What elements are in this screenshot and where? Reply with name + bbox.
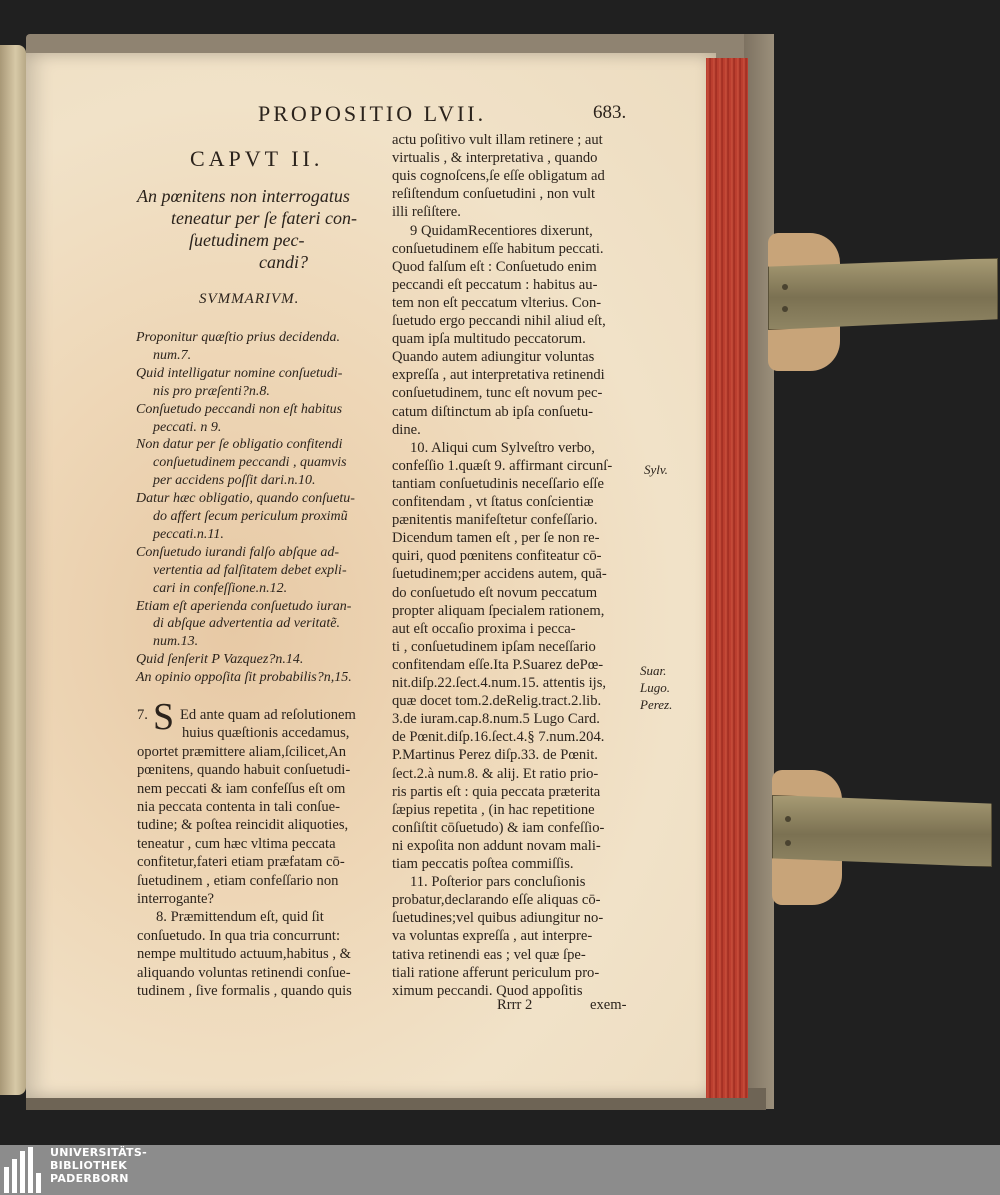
- summary-line: Etiam eſt aperienda conſuetudo iuran-: [136, 598, 352, 614]
- body-line: ris partis eſt : quia peccata præterita: [392, 783, 601, 800]
- summary-heading: SVMMARIVM.: [199, 291, 300, 307]
- summary-line: Non datur per ſe obligatio confitendi: [136, 437, 343, 453]
- margin-note-suar: Suar.: [640, 663, 667, 678]
- left-page-edge: [0, 45, 26, 1095]
- body-line: tiam peccatis poſtea commiſſis.: [392, 856, 574, 872]
- body-line: nia peccata contenta in tali conſue-: [137, 799, 340, 815]
- body-line: peccandi eſt peccatum : habitus au-: [392, 276, 598, 293]
- body-line: tantiam conſuetudinis neceſſario eſſe: [392, 475, 604, 492]
- question-line: An pœnitens non interrogatus: [137, 186, 350, 206]
- page-number: 683.: [593, 102, 627, 123]
- body-line: tiali ratione afferunt periculum pro-: [392, 964, 600, 981]
- body-line: confitendam eſſe.Ita P.Suarez dePœ-: [392, 656, 604, 673]
- summary-line: do affert ſecum periculum proximũ: [153, 509, 348, 524]
- clasp-rivet: [785, 840, 791, 846]
- library-logo-line-2: BIBLIOTHEK: [50, 1159, 128, 1172]
- book-page: [26, 53, 716, 1098]
- paragraph-number: 7.: [137, 707, 148, 723]
- body-line: confitetur,fateri etiam præfatam cō-: [137, 854, 345, 871]
- body-line: pœnitens, quando habuit conſuetudi-: [137, 762, 351, 779]
- summary-line: num.7.: [153, 347, 192, 363]
- summary-line: di abſque advertentia ad veritatẽ.: [153, 616, 341, 632]
- library-logo-icon: [4, 1147, 44, 1193]
- body-line: Quando autem adiungitur voluntas: [392, 349, 595, 366]
- question-line: ſuetudinem pec-: [189, 230, 305, 250]
- body-line: quiri, quod pœnitens confiteatur cō-: [392, 548, 602, 565]
- body-line: tativa retinendi eas ; vel quæ ſpe-: [392, 946, 586, 963]
- chapter-heading: CAPVT II.: [190, 146, 324, 171]
- body-line: nit.diſp.22.ſect.4.num.15. attentis ijs,: [392, 675, 607, 691]
- margin-note-lugo: Lugo.: [640, 680, 670, 695]
- summary-line: Conſuetudo iurandi falſo abſque ad-: [136, 544, 339, 560]
- body-line: 3.de iuram.cap.8.num.5 Lugo Card.: [392, 711, 600, 728]
- summary-line: num.13.: [153, 634, 199, 650]
- clasp-metal-top: [768, 258, 998, 330]
- body-line: conſiſtit cōſuetudo) & iam confeſſio-: [392, 819, 605, 836]
- body-line: de Pœnit.diſp.16.ſect.4.§ 7.num.204.: [392, 729, 605, 746]
- clasp-rivet: [782, 306, 788, 312]
- body-line: aut eſt occaſio proxima i pecca-: [392, 620, 576, 637]
- body-line: quis cognoſcens,ſe eſſe obligatum ad: [392, 168, 605, 185]
- body-line: pænitentis manifeſtetur confeſſario.: [392, 512, 598, 529]
- body-line: interrogante?: [137, 891, 214, 907]
- body-line: ſuetudinem , etiam confeſſario non: [137, 872, 339, 889]
- body-line: 11. Poſterior pars concluſionis: [410, 874, 586, 891]
- library-logo-line-3: PADERBORN: [50, 1172, 129, 1185]
- body-line: aliquando voluntas retinendi conſue-: [137, 964, 351, 981]
- body-line: illi reſiſtere.: [392, 204, 461, 221]
- body-line: probatur,declarando eſſe aliquas cō-: [392, 892, 601, 909]
- body-line: ſect.2.à num.8. & alij. Et ratio prio-: [392, 765, 599, 782]
- summary-line: cari in confeſſione.n.12.: [153, 580, 288, 596]
- body-line: confitendam , vt ſtatus conſcientiæ: [392, 494, 594, 510]
- body-line: tudinem , ſive formalis , quando quis: [137, 983, 352, 999]
- body-line: quæ docet tom.2.deRelig.tract.2.lib.: [392, 693, 602, 710]
- body-line: ti , conſuetudinem ipſam neceſſario: [392, 638, 596, 655]
- body-line: ſuetudinem;per accidens autem, quā-: [392, 566, 607, 583]
- footer-bar: [0, 1145, 1000, 1195]
- catchword: exem-: [590, 997, 627, 1013]
- body-line: tudine; & poſtea reincidit aliquoties,: [137, 817, 349, 834]
- summary-line: peccati.n.11.: [153, 526, 224, 542]
- summary-line: Proponitur quæſtio prius decidenda.: [136, 330, 341, 345]
- question-line: teneatur per ſe fateri con-: [171, 208, 357, 228]
- body-line: expreſſa , aut interpretativa retinendi: [392, 367, 605, 384]
- body-line: ſuetudo ergo peccandi nihil aliud eſt,: [392, 313, 606, 329]
- body-line: reſiſtendum conſuetudini , non vult: [392, 186, 596, 203]
- body-line: va voluntas expreſſa , aut interpre-: [392, 928, 593, 945]
- summary-line: Datur hæc obligatio, quando conſuetu-: [136, 491, 355, 507]
- body-line: ſæpius repetita , (in hac repetitione: [392, 801, 595, 818]
- body-line: 10. Aliqui cum Sylveſtro verbo,: [410, 439, 595, 456]
- body-line: conſuetudinem, tunc eſt novum pec-: [392, 385, 603, 402]
- summary-line: Conſuetudo peccandi non eſt habitus: [136, 401, 343, 417]
- question-line: candi?: [259, 252, 308, 272]
- summary-line: An opinio oppoſita ſit probabilis?n,15.: [136, 670, 352, 686]
- body-line: quam ipſa multitudo peccatorum.: [392, 331, 586, 348]
- summary-line: Quid intelligatur nomine conſuetudi-: [136, 365, 343, 381]
- summary-line: per accidens poſſit dari.n.10.: [153, 473, 316, 489]
- signature-mark: Rrrr 2: [497, 997, 533, 1013]
- body-line: 9 QuidamRecentiores dixerunt,: [410, 222, 593, 239]
- body-line: dine.: [392, 421, 421, 438]
- body-line: actu poſitivo vult illam retinere ; aut: [392, 132, 603, 148]
- body-line: catum diſtinctum ab ipſa conſuetu-: [392, 403, 594, 420]
- summary-line: vertentia ad falſitatem debet expli-: [153, 562, 347, 578]
- body-line: ximum peccandi. Quod appoſitis: [392, 982, 583, 999]
- body-line: ſuetudines;vel quibus adiungitur no-: [392, 910, 604, 927]
- body-line: huius quæſtionis accedamus,: [182, 725, 350, 742]
- body-line: Ed ante quam ad reſolutionem: [180, 707, 356, 723]
- body-line: Dicendum tamen eſt , per ſe non re-: [392, 530, 600, 547]
- body-line: ni expoſita non addunt novam mali-: [392, 837, 601, 854]
- body-line: conſuetudinem eſſe habitum peccati.: [392, 240, 604, 257]
- body-line: virtualis , & interpretativa , quando: [392, 150, 598, 167]
- margin-note-sylv: Sylv.: [644, 462, 668, 477]
- summary-line: peccati. n 9.: [153, 419, 222, 435]
- body-line: nem peccati & iam confeſſus eſt om: [137, 780, 346, 797]
- body-line: do conſuetudo eſt novum peccatum: [392, 584, 598, 601]
- clasp-rivet: [785, 816, 791, 822]
- red-page-edges: [706, 58, 748, 1098]
- body-line: 8. Præmittendum eſt, quid ſit: [156, 909, 324, 926]
- body-line: Quod falſum eſt : Conſuetudo enim: [392, 258, 597, 275]
- body-line: P.Martinus Perez diſp.33. de Pœnit.: [392, 747, 598, 764]
- body-line: teneatur , cum hæc vltima peccata: [137, 835, 336, 852]
- body-line: propter aliquam ſpecialem rationem,: [392, 602, 605, 619]
- body-line: tem non eſt peccatum vlterius. Con-: [392, 294, 602, 311]
- body-line: oportet præmittere aliam,ſcilicet,An: [137, 743, 347, 760]
- clasp-rivet: [782, 284, 788, 290]
- running-header: PROPOSITIO LVII.: [258, 101, 487, 126]
- clasp-metal-bottom: [772, 795, 992, 867]
- body-line: confeſſio 1.quæſt 9. affirmant circunſ-: [392, 457, 613, 474]
- margin-note-perez: Perez.: [640, 697, 673, 712]
- book-cover-right: [744, 34, 774, 1109]
- summary-line: Quid ſenſerit P Vazquez?n.14.: [136, 652, 304, 668]
- summary-line: nis pro præſenti?n.8.: [153, 383, 270, 399]
- body-line: nempe multitudo actuum,habitus , &: [137, 946, 352, 963]
- drop-cap: S: [153, 696, 175, 738]
- library-logo-line-1: UNIVERSITÄTS-: [50, 1146, 147, 1159]
- body-line: conſuetudo. In qua tria concurrunt:: [137, 927, 341, 944]
- summary-line: conſuetudinem peccandi , quamvis: [153, 455, 347, 471]
